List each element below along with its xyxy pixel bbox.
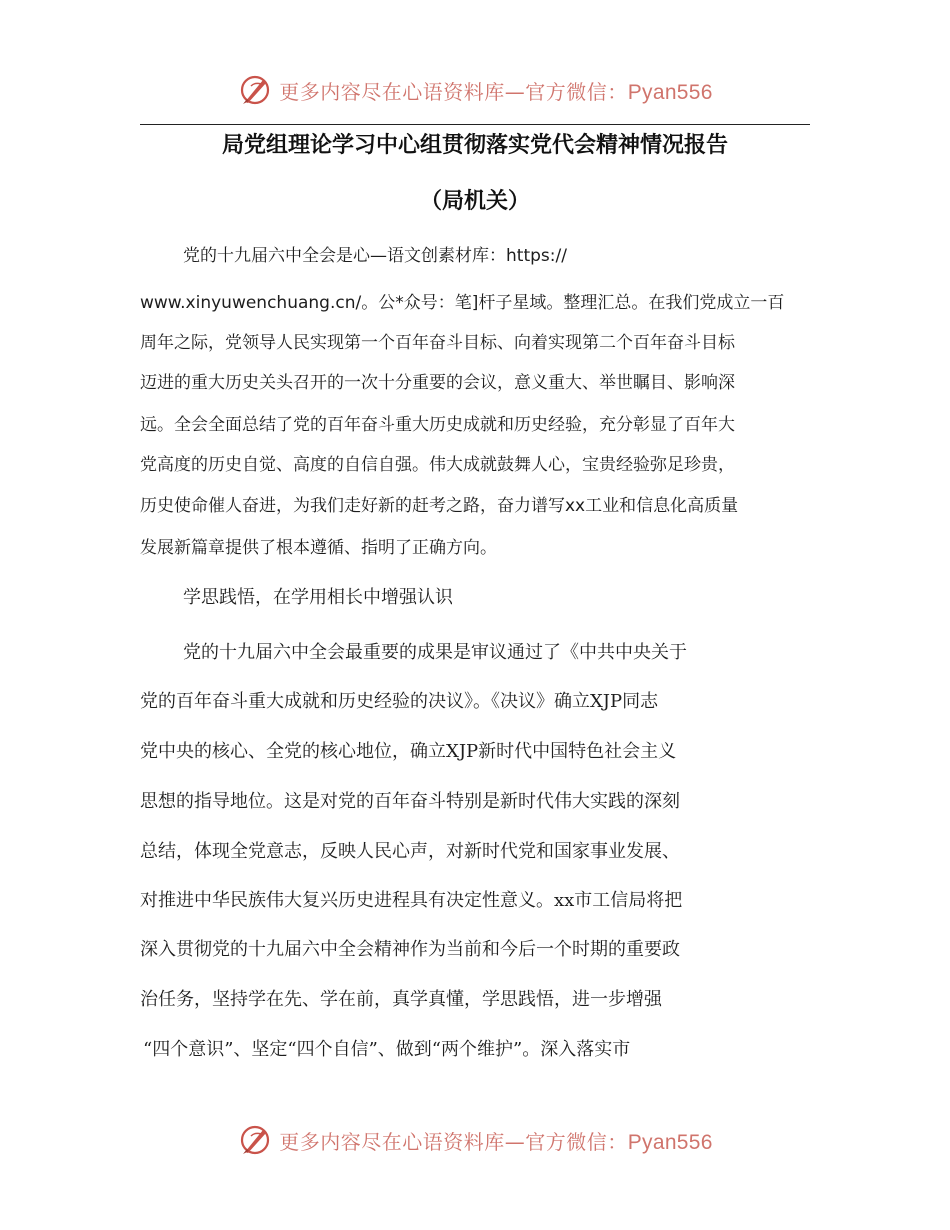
body-line: 党的十九届六中全会最重要的成果是审议通过了《中共中央关于 xyxy=(183,642,687,663)
header-watermark-banner xyxy=(0,68,950,112)
body-line: 思想的指导地位。这是对党的百年奋斗特别是新时代伟大实践的深刻 xyxy=(140,791,680,812)
quill-pen-logo-icon xyxy=(237,1122,273,1158)
document-title: 局党组理论学习中心组贯彻落实党代会精神情况报告 xyxy=(221,133,728,158)
banner-text: 更多内容尽在心语资料库—官方微信：Pyan556 xyxy=(279,79,713,104)
document-subtitle: （局机关） xyxy=(419,189,530,214)
intro-line: 党高度的历史自觉、高度的自信自强。伟大成就鼓舞人心，宝贵经验弥足珍贵， xyxy=(140,455,735,475)
intro-line: 周年之际，党领导人民实现第一个百年奋斗目标、向着实现第二个百年奋斗目标 xyxy=(140,333,735,353)
header-divider xyxy=(140,124,810,125)
body-line: 党的百年奋斗重大成就和历史经验的决议》。《决议》确立XJP同志 xyxy=(140,691,659,712)
banner-wechat-handle: Pyan556 xyxy=(627,80,713,104)
intro-line: www.xinyuwenchuang.cn/。公*众号：笔]杆子星域。整理汇总。在我们党成立一百 xyxy=(140,293,785,313)
intro-line: 党的十九届六中全会是心—语文创素材库：https:// xyxy=(183,246,567,266)
intro-line: 发展新篇章提供了根本遵循、指明了正确方向。 xyxy=(140,538,497,558)
footer-watermark-banner xyxy=(0,1118,950,1162)
section-heading: 学思践悟，在学用相长中增强认识 xyxy=(183,587,453,608)
body-line: “四个意识”、坚定“四个自信”、做到“两个维护”。深入落实市 xyxy=(143,1039,631,1060)
body-line: 对推进中华民族伟大复兴历史进程具有决定性意义。xx市工信局将把 xyxy=(140,890,683,911)
intro-line: 历史使命催人奋进，为我们走好新的赶考之路，奋力谱写xx工业和信息化高质量 xyxy=(140,496,739,516)
quill-pen-logo-icon xyxy=(237,72,273,108)
body-line: 总结，体现全党意志，反映人民心声，对新时代党和国家事业发展、 xyxy=(140,841,680,862)
body-line: 深入贯彻党的十九届六中全会精神作为当前和今后一个时期的重要政 xyxy=(140,939,680,960)
intro-line: 远。全会全面总结了党的百年奋斗重大历史成就和历史经验，充分彰显了百年大 xyxy=(140,415,735,435)
body-line: 治任务，坚持学在先、学在前，真学真懂，学思践悟，进一步增强 xyxy=(140,989,662,1010)
body-line: 党中央的核心、全党的核心地位，确立XJP新时代中国特色社会主义 xyxy=(140,741,677,762)
banner-text: 更多内容尽在心语资料库—官方微信：Pyan556 xyxy=(279,1129,713,1154)
intro-line: 迈进的重大历史关头召开的一次十分重要的会议，意义重大、举世瞩目、影响深 xyxy=(140,373,735,393)
banner-wechat-handle: Pyan556 xyxy=(627,1130,713,1154)
